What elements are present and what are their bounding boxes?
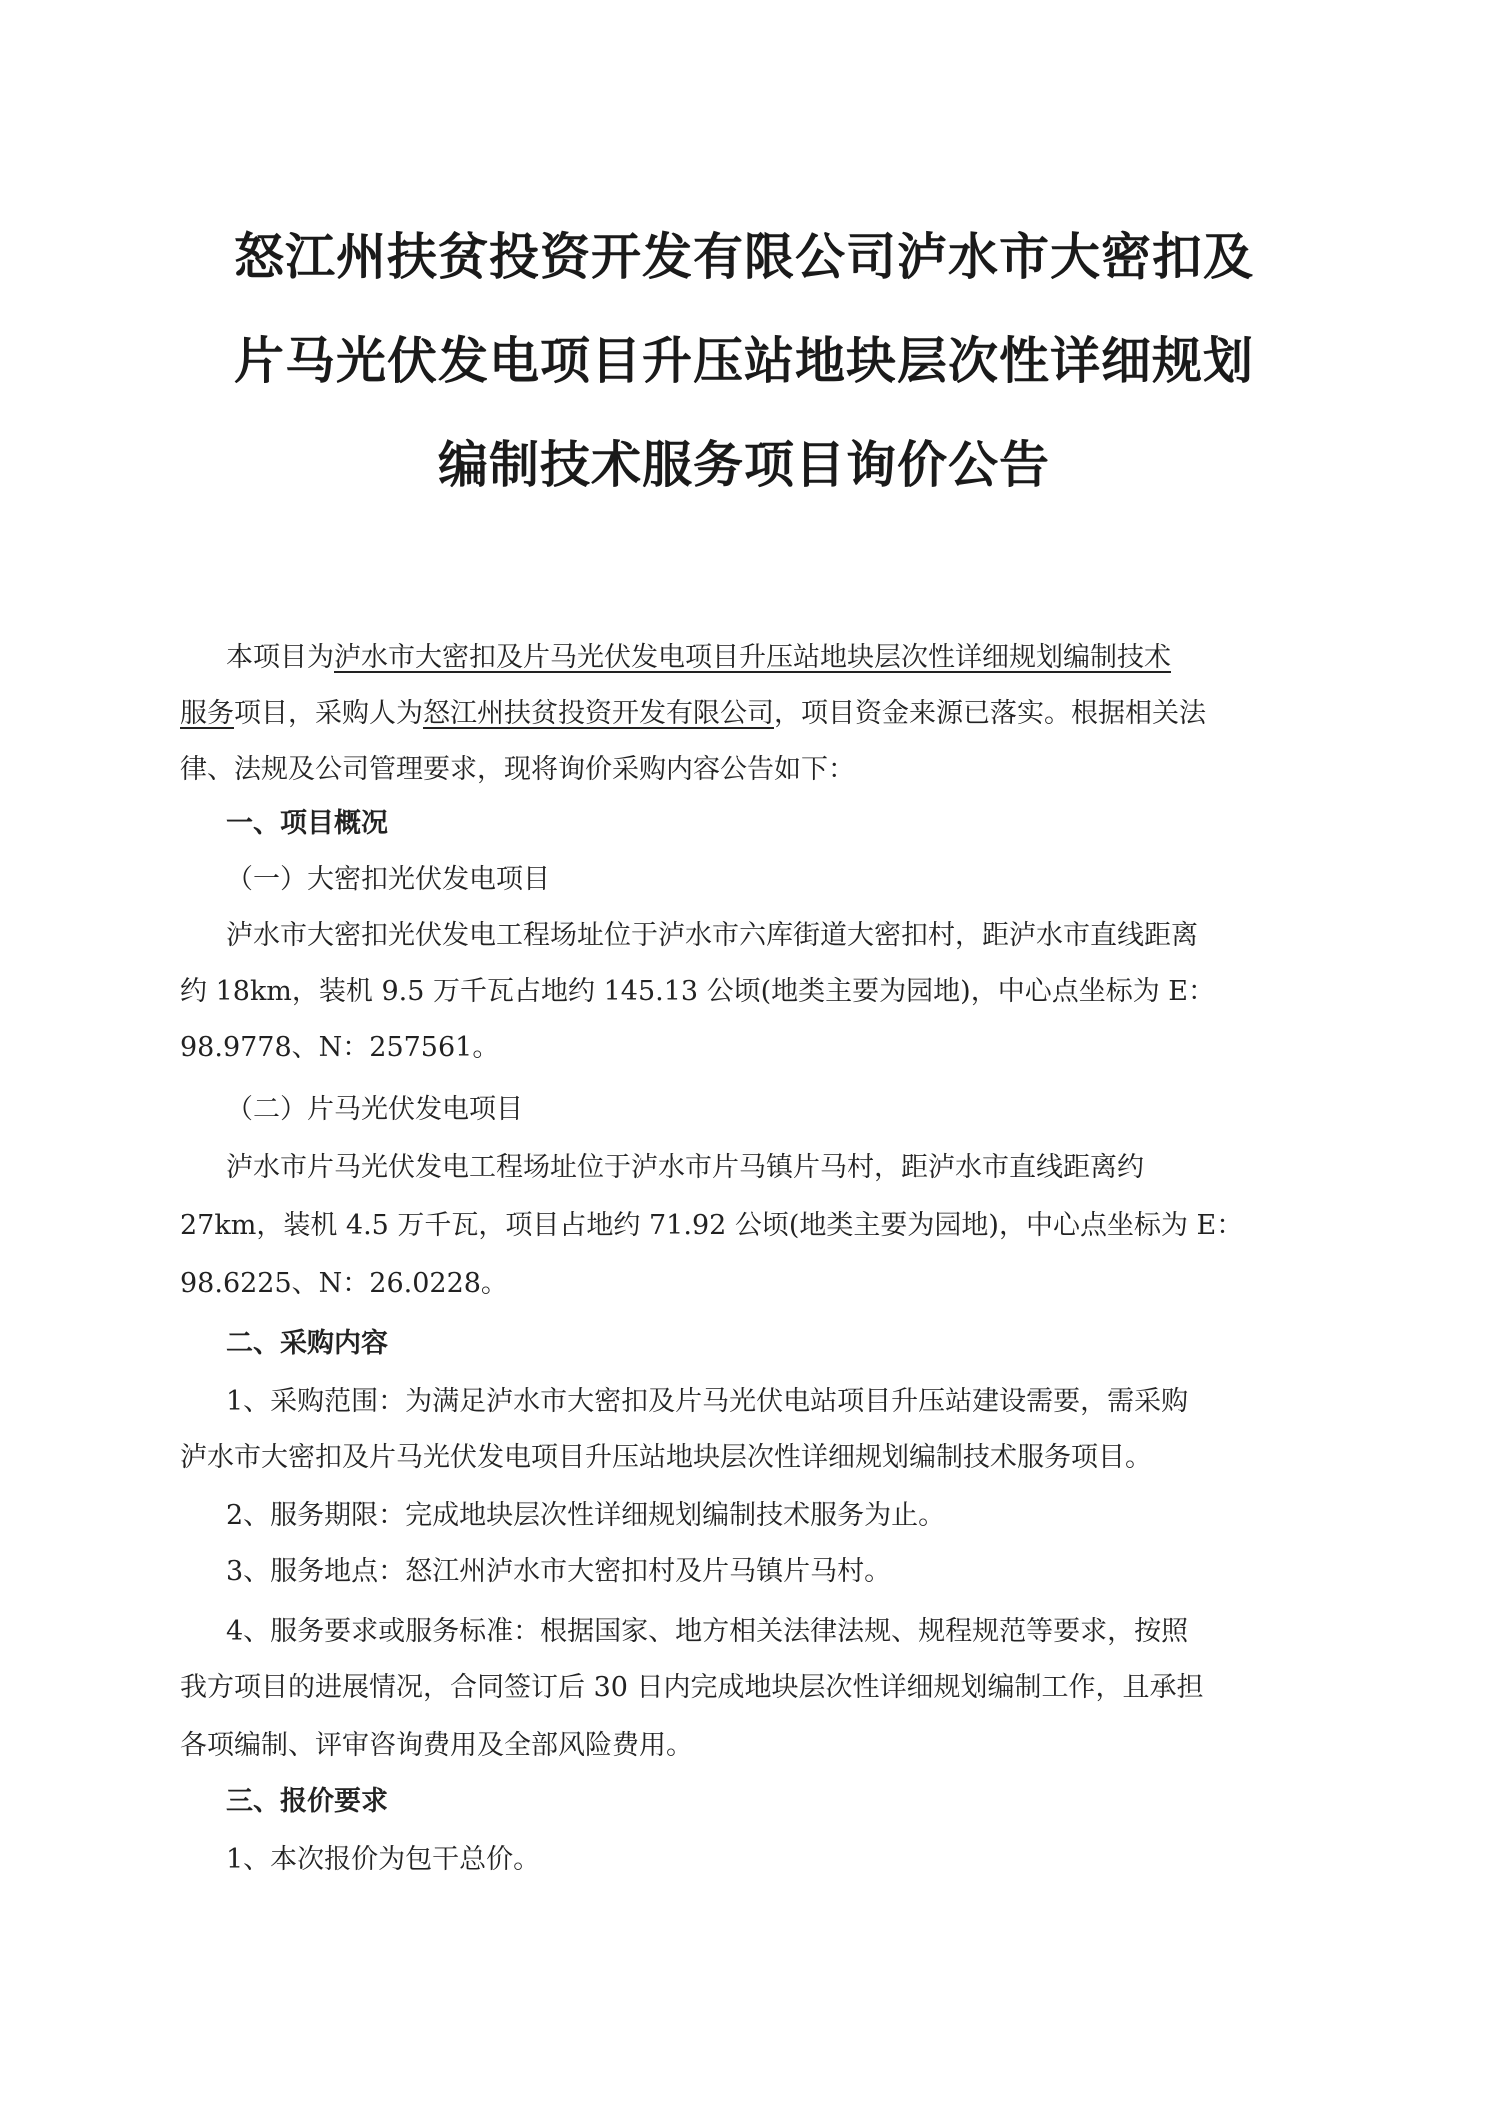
subsection-2-heading: （二）片马光伏发电项目 <box>226 1094 523 1125</box>
intro-line-3: 律、法规及公司管理要求，现将询价采购内容公告如下： <box>180 754 855 785</box>
subsection-1-heading: （一）大密扣光伏发电项目 <box>226 864 550 895</box>
subsection-1-text: 98.9778、N：257561。 <box>180 1032 500 1063</box>
intro-text: 项目，采购人为 <box>234 698 423 729</box>
subsection-1-text: 约 18km，装机 9.5 万千瓦占地约 145.13 公顷(地类主要为园地)，中心点坐标为 E： <box>180 976 1216 1007</box>
section-3-item-1: 1、本次报价为包干总价。 <box>226 1844 541 1875</box>
title-line-2: 片马光伏发电项目升压站地块层次性详细规划 <box>234 331 1254 390</box>
intro-line-2 <box>180 694 1206 734</box>
section-3-heading: 三、报价要求 <box>226 1786 388 1817</box>
section-2-item-4-cont: 各项编制、评审咨询费用及全部风险费用。 <box>180 1730 693 1761</box>
intro-text: ，项目资金来源已落实。根据相关法 <box>774 698 1206 729</box>
section-2-item-4-cont: 我方项目的进展情况，合同签订后 30 日内完成地块层次性详细规划编制工作，且承担 <box>180 1672 1204 1703</box>
subsection-2-text: 98.6225、N：26.0228。 <box>180 1268 508 1299</box>
intro-line-1 <box>226 638 1171 678</box>
section-2-item-1: 1、采购范围：为满足泸水市大密扣及片马光伏电站项目升压站建设需要，需采购 <box>226 1386 1189 1417</box>
section-1-heading: 一、项目概况 <box>226 808 388 839</box>
section-2-heading: 二、采购内容 <box>226 1328 388 1359</box>
title-line-3: 编制技术服务项目询价公告 <box>438 435 1050 494</box>
subsection-2-text: 泸水市片马光伏发电工程场址位于泸水市片马镇片马村，距泸水市直线距离约 <box>226 1152 1144 1183</box>
subsection-2-text: 27km，装机 4.5 万千瓦，项目占地约 71.92 公顷(地类主要为园地)，中心点坐标为 E： <box>180 1210 1244 1241</box>
intro-text: 本项目为 <box>226 642 334 673</box>
project-name-underlined: 泸水市大密扣及片马光伏发电项目升压站地块层次性详细规划编制技术 <box>334 642 1171 673</box>
section-2-item-3: 3、服务地点：怒江州泸水市大密扣村及片马镇片马村。 <box>226 1556 892 1587</box>
section-2-item-1-cont: 泸水市大密扣及片马光伏发电项目升压站地块层次性详细规划编制技术服务项目。 <box>180 1442 1152 1473</box>
purchaser-name-underlined: 怒江州扶贫投资开发有限公司 <box>423 698 774 729</box>
section-2-item-4: 4、服务要求或服务标准：根据国家、地方相关法律法规、规程规范等要求，按照 <box>226 1616 1189 1647</box>
subsection-1-text: 泸水市大密扣光伏发电工程场址位于泸水市六库街道大密扣村，距泸水市直线距离 <box>226 920 1198 951</box>
title-line-1: 怒江州扶贫投资开发有限公司泸水市大密扣及 <box>234 227 1254 286</box>
section-2-item-2: 2、服务期限：完成地块层次性详细规划编制技术服务为止。 <box>226 1500 946 1531</box>
project-name-underlined-cont: 服务 <box>180 698 234 729</box>
